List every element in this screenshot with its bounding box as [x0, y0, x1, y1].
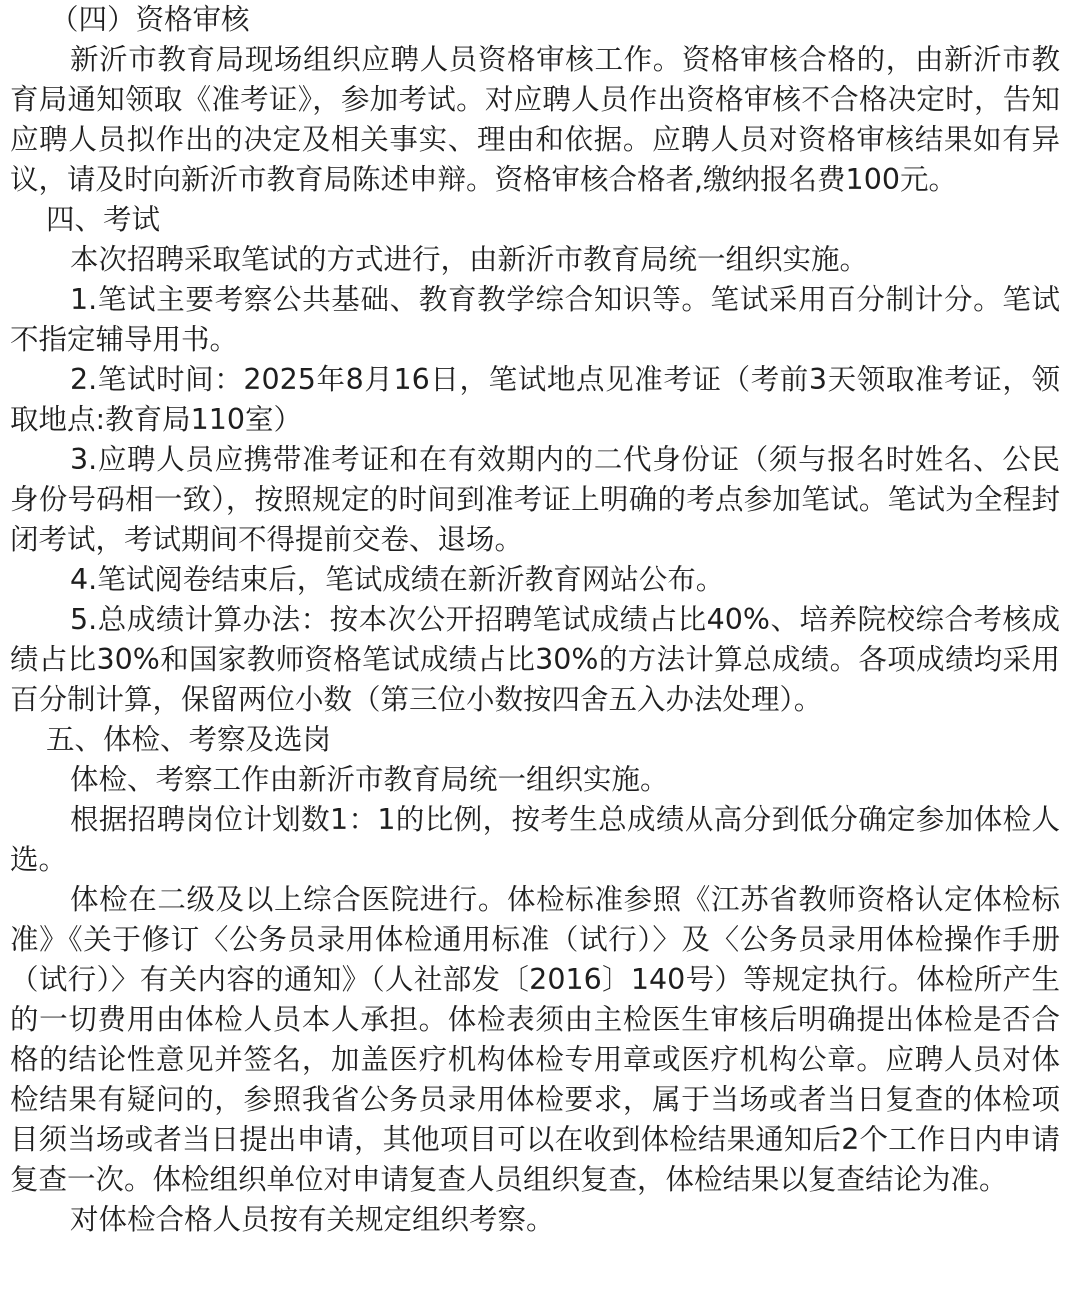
paragraph-exam-item-1: 1.笔试主要考察公共基础、教育教学综合知识等。笔试采用百分制计分。笔试不指定辅导用书。 — [10, 283, 1060, 356]
paragraph-exam-item-2: 2.笔试时间：2025年8月16日，笔试地点见准考证（考前3天领取准考证，领取地点:教育局110室） — [10, 363, 1060, 436]
paragraph-exam-item-4: 4.笔试阅卷结束后，笔试成绩在新沂教育网站公布。 — [70, 563, 725, 596]
paragraph-qualification-review: 新沂市教育局现场组织应聘人员资格审核工作。资格审核合格的，由新沂市教育局通知领取《准考证》，参加考试。对应聘人员作出资格审核不合格决定时，告知应聘人员拟作出的决定及相关事实、理由和依据。应聘人员对资格审核结果如有异议，请及时向新沂市教育局陈述申辩。资格审核合格者,缴纳报名费100元。 — [10, 43, 1060, 196]
paragraph-physical-exam-ratio: 根据招聘岗位计划数1：1的比例，按考生总成绩从高分到低分确定参加体检人选。 — [10, 803, 1060, 876]
section-heading-qualification-review: （四）资格审核 — [50, 3, 250, 36]
paragraph-physical-exam-standards: 体检在二级及以上综合医院进行。体检标准参照《江苏省教师资格认定体检标准》《关于修订〈公务员录用体检通用标准（试行）〉及〈公务员录用体检操作手册（试行）〉有关内容的通知》（人社部发〔2016〕140号）等规定执行。体检所产生的一切费用由体检人员本人承担。体检表须由主检医生审核后明确提出体检是否合格的结论性意见并签名，加盖医疗机构体检专用章或医疗机构公章。应聘人员对体检结果有疑问的，参照我省公务员录用体检要求，属于当场或者当日复查的体检项目须当场或者当日提出申请，其他项目可以在收到体检结果通知后2个工作日内申请复查一次。体检组织单位对申请复查人员组织复查，体检结果以复查结论为准。 — [10, 883, 1060, 1196]
document-body — [10, 0, 1060, 1240]
paragraph-exam-item-5: 5.总成绩计算办法：按本次公开招聘笔试成绩占比40%、培养院校综合考核成绩占比30%和国家教师资格笔试成绩占比30%的方法计算总成绩。各项成绩均采用百分制计算，保留两位小数（第三位小数按四舍五入办法处理）。 — [10, 603, 1060, 716]
paragraph-investigation: 对体检合格人员按有关规定组织考察。 — [70, 1203, 555, 1236]
section-heading-physical-exam: 五、体检、考察及选岗 — [46, 723, 332, 756]
paragraph-physical-exam-intro: 体检、考察工作由新沂市教育局统一组织实施。 — [70, 763, 669, 796]
paragraph-exam-intro: 本次招聘采取笔试的方式进行，由新沂市教育局统一组织实施。 — [70, 243, 869, 276]
section-heading-exam: 四、考试 — [46, 203, 161, 236]
paragraph-exam-item-3: 3.应聘人员应携带准考证和在有效期内的二代身份证（须与报名时姓名、公民身份号码相一致），按照规定的时间到准考证上明确的考点参加笔试。笔试为全程封闭考试，考试期间不得提前交卷、退场。 — [10, 443, 1060, 556]
